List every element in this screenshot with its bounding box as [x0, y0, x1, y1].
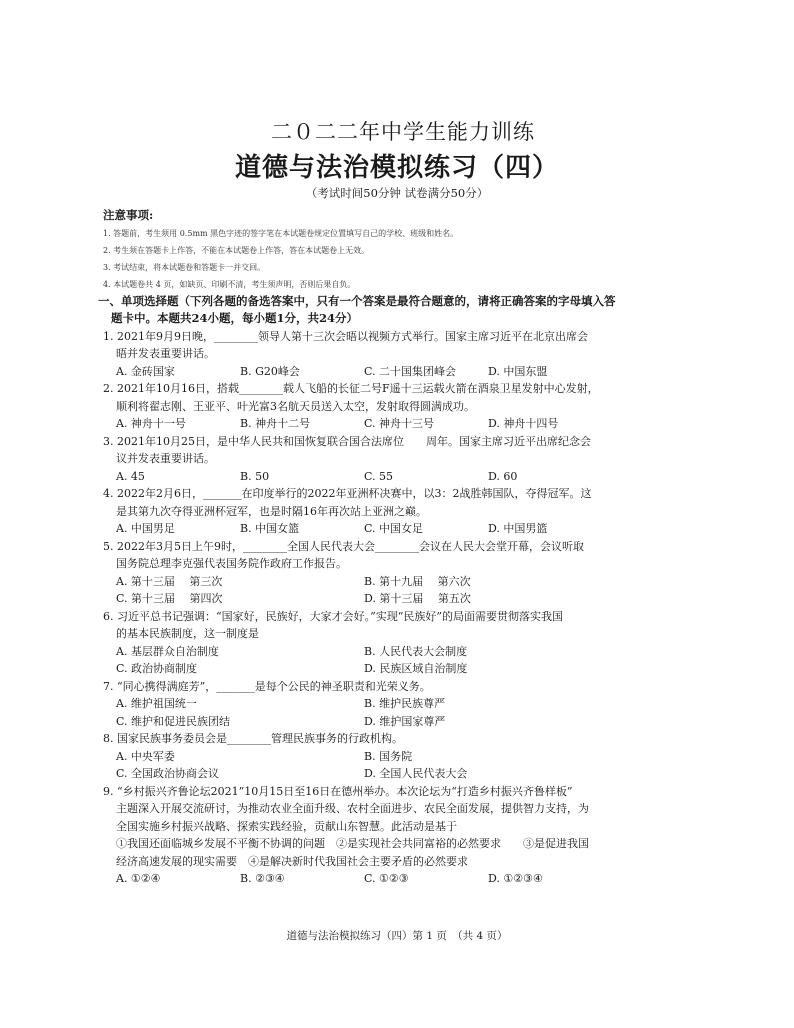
- question-stem-line: 8. 国家民族事务委员会是________管理民族事务的行政机构。: [103, 732, 403, 745]
- question-stem-line: 顺利将翟志刚、王亚平、叶光富3名航天员送入太空，发射取得圆满成功。: [116, 399, 475, 413]
- page-footer: 道德与法治模拟练习（四）第 1 页 （共 4 页）: [286, 930, 508, 942]
- question-stem-line: 4. 2022年2月6日，_______在印度举行的2022年亚洲杯决赛中，以3：2战胜韩国队，夺得冠军。这: [103, 487, 592, 500]
- option-d: D. 神舟十四号: [488, 417, 559, 430]
- option-c: C. 中国女足: [364, 522, 424, 535]
- option-b: B. 国务院: [364, 749, 413, 763]
- question-1: [103, 328, 663, 381]
- question-stem-line: 6. 习近平总书记强调：“国家好，民族好，大家才会好。”实现“民族好”的局面需要贯彻落实我国: [103, 609, 563, 623]
- options: [103, 643, 663, 678]
- question-3: [103, 433, 663, 486]
- question-stem-line: 5. 2022年3月5日上午9时，________全国人民代表大会________会议在人民大会堂开幕，会议听取: [103, 539, 584, 553]
- option-a: A. 中国男足: [116, 522, 175, 535]
- options: [103, 415, 663, 433]
- question-9: [103, 783, 663, 888]
- option-d: D. 全国人民代表大会: [364, 767, 468, 780]
- question-stem-line: 是其第九次夺得亚洲杯冠军，也是时隔16年再次站上亚洲之巅。: [116, 504, 427, 518]
- question-stem-line: 经济高速发展的现实需要 ④是解决新时代我国社会主要矛盾的必然要求: [116, 854, 468, 868]
- question-stem-line: 的基本民族制度，这一制度是: [116, 627, 259, 640]
- question-stem-line: 议并发表重要讲话。: [116, 452, 215, 465]
- option-c: C. 全国政治协商会议: [116, 767, 220, 780]
- main-title: 二０二二年中学生能力训练: [271, 120, 535, 144]
- option-d: D. 民族区域自治制度: [364, 662, 468, 675]
- option-a: A. 维护祖国统一: [116, 697, 197, 710]
- question-stem-line: 9. “乡村振兴齐鲁论坛2021”10月15日至16日在德州举办。本次论坛为“打造乡村振兴齐鲁样板”: [103, 784, 573, 798]
- exam-content: [98, 207, 663, 888]
- question-6: [103, 608, 663, 678]
- option-d: D. 60: [488, 469, 518, 483]
- option-a: A. 基层群众自治制度: [116, 644, 219, 658]
- options: [103, 748, 663, 783]
- options: [103, 573, 663, 608]
- options: [103, 363, 663, 381]
- option-c: C. ①②③: [364, 872, 409, 885]
- option-b: B. G20峰会: [240, 364, 300, 378]
- option-d: D. ①②③④: [488, 872, 543, 885]
- section-heading-line: 题卡中。本题共24小题，每小题1分，共24分）: [111, 311, 359, 325]
- notice-item: 3. 考试结束，将本试题卷和答题卡一并交回。: [103, 262, 266, 272]
- question-5: [103, 538, 663, 608]
- options: [103, 520, 663, 538]
- option-b: B. 中国女篮: [240, 522, 300, 535]
- option-c: C. 神舟十三号: [364, 417, 435, 430]
- notice-heading: 注意事项:: [103, 208, 154, 222]
- option-d: D. 中国东盟: [488, 364, 548, 378]
- notice-item: 1. 答题前，考生须用 0.5mm 黑色字迹的签字笔在本试题卷规定位置填写自己的学校、班级和姓名。: [103, 228, 459, 238]
- option-b: B. 人民代表大会制度: [364, 644, 468, 658]
- notice-item: 4. 本试题卷共 4 页，如缺页、印刷不清，考生须声明，否则后果自负。: [103, 279, 356, 289]
- question-stem-line: 1. 2021年9月9日晚，________领导人第十三次会晤以视频方式举行。国家主席习近平在北京出席会: [103, 329, 588, 343]
- option-b: B. ②③④: [240, 872, 285, 885]
- option-c: C. 55: [364, 469, 394, 483]
- question-stem-line: 晤并发表重要讲话。: [116, 347, 215, 360]
- option-d: D. 中国男篮: [488, 522, 548, 535]
- option-a: A. 神舟十一号: [116, 417, 186, 430]
- question-stem-line: 国务院总理李克强代表国务院作政府工作报告。: [116, 557, 347, 570]
- option-b: B. 神舟十二号: [240, 417, 311, 430]
- notice-item: 2. 考生须在答题卡上作答，不能在本试题卷上作答，答在本试题卷上无效。: [103, 245, 370, 255]
- question-4: [103, 485, 663, 538]
- option-a: A. 45: [116, 469, 145, 483]
- option-d: D. 维护国家尊严: [364, 714, 446, 728]
- option-c: C. 第十三届 第四次: [116, 592, 223, 605]
- section-heading-line: 一、单项选择题（下列各题的备选答案中，只有一个答案是最符合题意的，请将正确答案的字母填入答: [98, 293, 616, 308]
- question-2: [103, 380, 663, 433]
- options: [103, 695, 663, 730]
- sub-title: 道德与法治模拟练习（四）: [234, 153, 559, 183]
- option-c: C. 维护和促进民族团结: [116, 714, 231, 728]
- question-stem-line: ①我国还面临城乡发展不平衡不协调的问题 ②是实现社会共同富裕的必然要求 ③是促进我国: [116, 837, 589, 850]
- options: [103, 468, 663, 486]
- exam-info: （考试时间50分钟 试卷满分50分）: [305, 186, 489, 200]
- option-a: A. ①②④: [116, 872, 161, 885]
- question-stem-line: 3. 2021年10月25日，是中华人民共和国恢复联合国合法席位 周年。国家主席习近平出席纪念会: [103, 434, 591, 448]
- question-stem-line: 主题深入开展交流研讨，为推动农业全面升级、农村全面进步、农民全面发展，提供智力支持，为: [116, 802, 589, 815]
- question-8: [103, 730, 663, 783]
- section-heading: [98, 293, 663, 328]
- option-c: C. 二十国集团峰会: [364, 364, 457, 378]
- option-c: C. 政治协商制度: [116, 662, 198, 675]
- question-7: [103, 678, 663, 731]
- option-b: B. 维护民族尊严: [364, 697, 446, 710]
- question-stem-line: 全国实施乡村振兴战略、探索实践经验，贡献山东智慧。此活动是基于: [116, 819, 457, 833]
- options: [103, 870, 663, 888]
- question-stem-line: 7. “同心携得满庭芳”，_______是每个公民的神圣职责和光荣义务。: [103, 679, 431, 693]
- option-a: A. 第十三届 第三次: [116, 574, 223, 588]
- option-a: A. 金砖国家: [116, 364, 175, 378]
- option-a: A. 中央军委: [116, 749, 175, 763]
- option-b: B. 第十九届 第六次: [364, 574, 471, 588]
- option-b: B. 50: [240, 469, 270, 483]
- option-d: D. 第十三届 第五次: [364, 592, 471, 605]
- question-stem-line: 2. 2021年10月16日，搭载________载人飞船的长征二号F遥十三运载火箭在酒泉卫星发射中心发射，: [103, 382, 599, 395]
